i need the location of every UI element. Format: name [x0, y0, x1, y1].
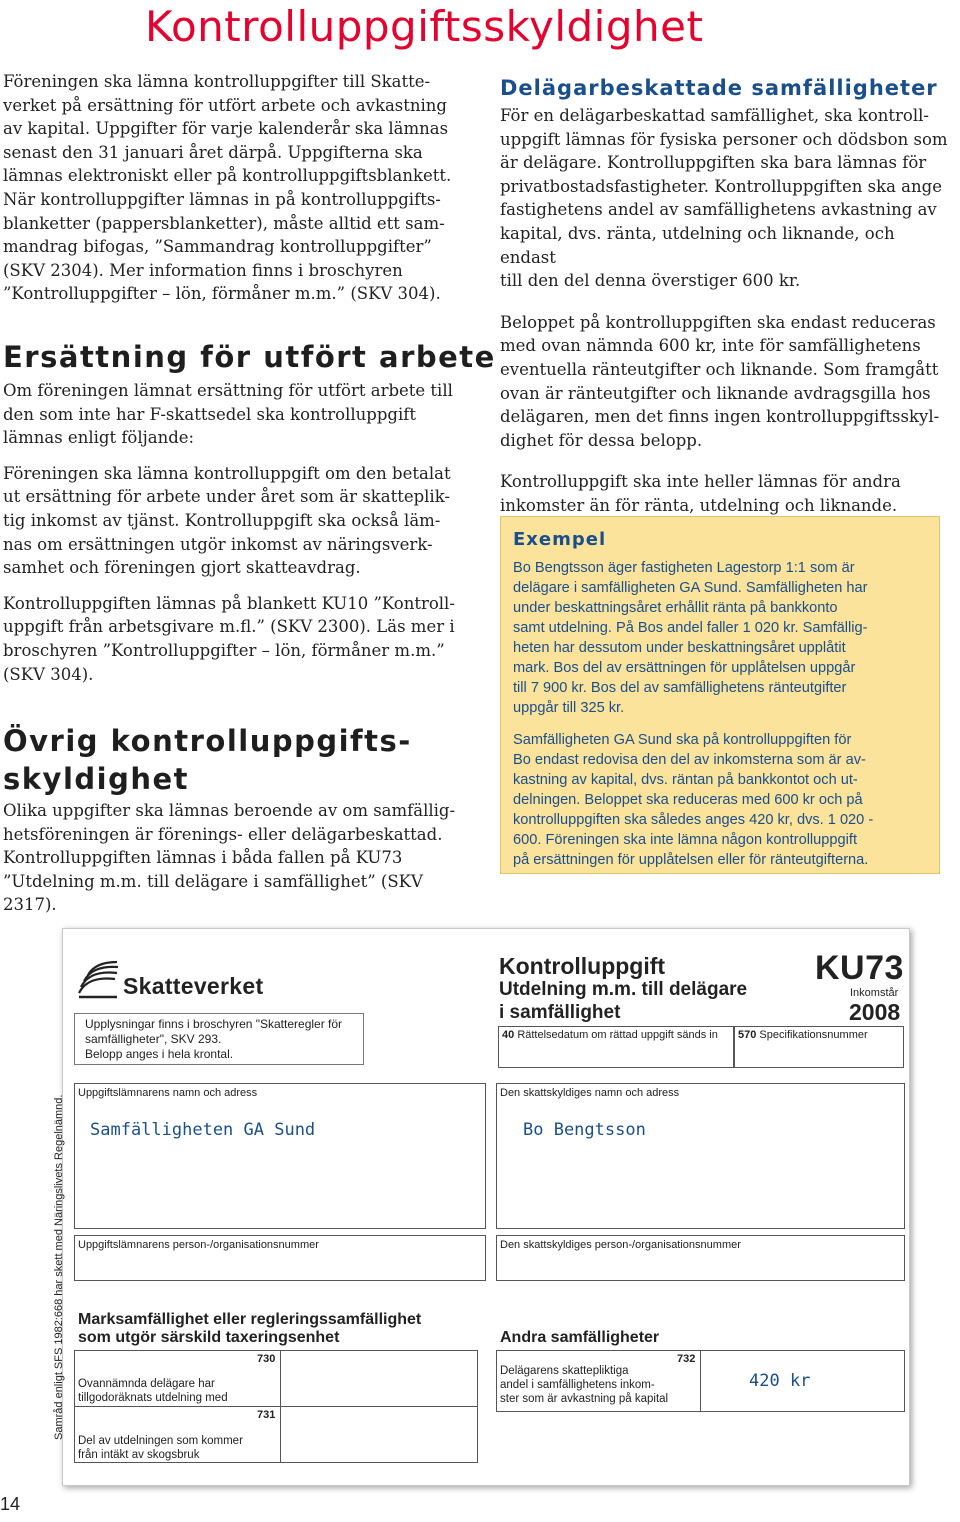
payer-name-value: Samfälligheten GA Sund	[90, 1120, 316, 1140]
page-number: 14	[0, 1494, 21, 1514]
delagar-paragraph-3: Kontrolluppgift ska inte heller lämnas för andra inkomster än för ränta, utdelning och liknande.	[500, 472, 901, 515]
work-paragraph-3: Kontrolluppgiften lämnas på blankett KU10 ”Kontroll- uppgift från arbetsgivare m.fl.” (SKV 2300). Läs mer i broschyren ”Kontrolluppgifter – lön, förmåner m.m.” (SKV 304).	[3, 593, 455, 684]
field-570-box[interactable]	[734, 1026, 904, 1068]
work-paragraph-2: Föreningen ska lämna kontrolluppgift om den betalat ut ersättning för arbete under året som är skatteplik- tig inkomst av tjänst. Kontrolluppgift ska också läm- nas om ersättningen utgör inkomst av näringsverk- samhet och föreningen gjort skatteavdrag.	[3, 463, 451, 578]
field-731-input[interactable]	[257, 1406, 478, 1463]
work-paragraph-1: Om föreningen lämnat ersättning för utfört arbete till den som inte har F-skattsedel ska kontrolluppgift lämnas enligt följande:	[3, 381, 453, 448]
taxpayer-name-box[interactable]	[496, 1083, 905, 1229]
ku73-form	[53, 928, 910, 1486]
section-heading-delagar: Delägarbeskattade samfälligheter	[500, 76, 938, 100]
skatteverket-logo	[75, 959, 275, 1003]
example-paragraph-2: Samfälligheten GA Sund ska på kontrolluppgiften för Bo endast redovisa den del av inkomsterna som är av- kastning av kapital, dvs. räntan på bankkontot och ut- delningen. Beloppet ska reduceras med 600 kr och på kontrolluppgiften ska således anges 420 kr, dvs. 1 020 - 600. Föreningen ska inte lämna någon kontrolluppgift på ersättningen för upplåtelsen eller för ränteutgifterna.	[513, 732, 874, 868]
field-731-label-box	[74, 1406, 281, 1463]
payer-id-box[interactable]	[74, 1235, 486, 1281]
delagar-paragraph-1: För en delägarbeskattad samfällighet, ska kontroll- uppgift lämnas för fysiska personer och dödsbon som är delägare. Kontrolluppgiften ska bara lämnas för privatbostadsfastigheter. Kontrolluppgiften ska ange fastighetens andel av samfällighetens avkastning av kapital, dvs. ränta, utdelning och liknande, och endast till den del denna överstiger 600 kr.	[500, 106, 948, 291]
field-732-input[interactable]	[677, 1350, 905, 1412]
other-heading: Andra samfälligheter	[500, 1329, 660, 1346]
section-heading-work: Ersättning för utfört arbete	[3, 340, 496, 374]
taxpayer-id-box[interactable]	[496, 1235, 905, 1281]
section-other-body	[3, 799, 473, 917]
income-year: 2008	[849, 999, 901, 1025]
form-title: Kontrolluppgift Utdelning m.m. till delägare i samfällighet	[499, 953, 748, 1023]
field-732-value: 420 kr	[749, 1371, 811, 1391]
taxpayer-name-value: Bo Bengtsson	[523, 1120, 646, 1140]
page-title: Kontrolluppgiftsskyldighet	[145, 2, 704, 51]
field-40-box[interactable]	[498, 1026, 734, 1068]
payer-name-box[interactable]	[74, 1083, 486, 1229]
example-box	[500, 516, 940, 874]
logo-text: Skatteverket	[123, 973, 264, 999]
taxpayer-name-label: Den skattskyldiges namn och adress	[500, 1087, 680, 1099]
field-730-label: Ovannämnda delägare har tillgodoräknats utdelning med	[78, 1378, 228, 1404]
crown-icon	[75, 959, 121, 999]
payer-name-label: Uppgiftslämnarens namn och adress	[78, 1087, 258, 1099]
field-730-label-box	[74, 1350, 281, 1407]
other-paragraph-1: Olika uppgifter ska lämnas beroende av om samfällig- hetsföreningen är förenings- eller delägarbeskattad. Kontrolluppgiften lämnas i båda fallen på KU73 ”Utdelning m.m. till delägare i samfällighet” (SKV 2317).	[3, 801, 456, 915]
info-box	[74, 1013, 364, 1065]
example-paragraph-1: Bo Bengtsson äger fastigheten Lagestorp 1:1 som är delägare i samfälligheten GA Sund. Samfälligheten har under beskattningsåret erhållit ränta på bankkonto samt utdelning. På Bos andel faller 1 020 kr. Samfällig- heten har dessutom under beskattningsåret upplåtit mark. Bos del av ersättningen för upplåtelsen uppgår till 7 900 kr. Bos del av samfällighetens ränteutgifter uppgår till 325 kr.	[513, 560, 868, 716]
delagar-paragraph-2: Beloppet på kontrolluppgiften ska endast reduceras med ovan nämnda 600 kr, inte för samfällighetens eventuella ränteutgifter och liknande. Som framgått ovan är ränteutgifter och liknande avdragsgilla hos delägaren, men det finns ingen kontrolluppgiftsskyl- dighet för dessa belopp.	[500, 312, 940, 450]
field-731-code: 731	[257, 1409, 276, 1421]
income-year-label: Inkomstår	[850, 987, 899, 999]
field-732-label-box	[496, 1350, 701, 1412]
intro-text: Föreningen ska lämna kontrolluppgifter till Skatte- verket på ersättning för utfört arbete och avkastning av kapital. Uppgifter för varje kalenderår ska lämnas senast den 31 januari året därpå. Uppgifterna ska lämnas elektroniskt eller på kontrolluppgiftsblankett. När kontrolluppgifter lämnas in på kontrolluppgifts- blanketter (pappersblanketter), måste alltid ett sam- mandrag bifogas, ”Sammandrag kontrolluppgifter” (SKV 2304). Mer information finns i broschyren ”Kontrolluppgifter – lön, förmåner m.m.” (SKV 304).	[3, 72, 452, 304]
field-40-label: 40 Rättelsedatum om rättad uppgift sänds in	[502, 1029, 718, 1041]
section-delagar-body	[500, 104, 950, 518]
mark-heading: Marksamfällighet eller regleringssamfällighet som utgör särskild taxeringsenhet	[78, 1311, 422, 1346]
field-570-label: 570 Specifikationsnummer	[738, 1029, 868, 1041]
field-730-input[interactable]	[257, 1350, 478, 1407]
section-work-body	[3, 379, 473, 686]
intro-paragraph	[3, 70, 473, 306]
field-730-code: 730	[257, 1353, 276, 1365]
field-731-label: Del av utdelningen som kommer från intäkt av skogsbruk	[78, 1435, 243, 1461]
info-box-text: Upplysningar finns i broschyren "Skatteregler för samfälligheter", SKV 293. Belopp anges i hela krontal.	[85, 1017, 343, 1061]
side-note: Samråd enligt SFS 1982:668 har skett med Näringslivets Regelnämnd.	[53, 1094, 65, 1440]
taxpayer-id-label: Den skattskyldiges person-/organisationsnummer	[500, 1239, 741, 1251]
payer-id-label: Uppgiftslämnarens person-/organisationsnummer	[78, 1239, 319, 1251]
field-732-code: 732	[677, 1353, 696, 1365]
field-732-label: Delägarens skattepliktiga andel i samfällighetens inkom- ster som är avkastning på kapital	[500, 1365, 669, 1405]
example-title: Exempel	[513, 529, 607, 550]
section-heading-other: Övrig kontrolluppgifts- skyldighet	[3, 724, 412, 796]
form-code: KU73	[815, 949, 904, 987]
